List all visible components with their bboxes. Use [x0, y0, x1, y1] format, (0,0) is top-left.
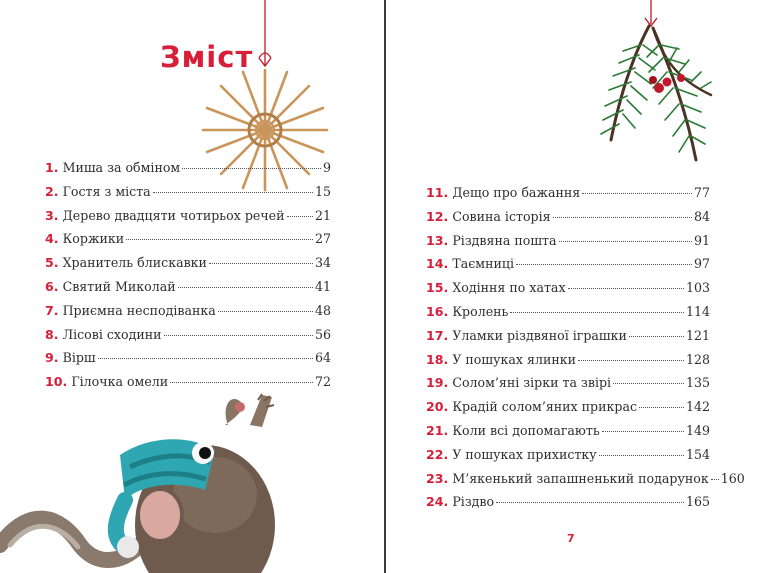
page-number: 103: [685, 280, 710, 296]
toc-entry[interactable]: [45, 184, 331, 208]
toc-entry[interactable]: [45, 327, 331, 351]
dot-leader: [711, 479, 719, 480]
chapter-number: 2.: [45, 183, 59, 199]
toc-entry[interactable]: [45, 279, 331, 303]
left-page: [0, 0, 384, 573]
page-number: 41: [314, 278, 331, 294]
chapter-title: Ходіння по хатах: [452, 280, 566, 296]
page-number: 84: [693, 208, 710, 224]
toc-entry[interactable]: [45, 303, 331, 327]
chapter-title: Совина історія: [452, 208, 551, 224]
chapter-number: 11.: [426, 185, 449, 200]
page-folio-number: 7: [567, 532, 575, 545]
chapter-title: Різдво: [452, 494, 495, 510]
toc-entry[interactable]: [426, 185, 710, 209]
mouse-in-nightcap-icon: [0, 395, 300, 573]
chapter-number: 1.: [45, 160, 59, 175]
dot-leader: [578, 360, 684, 361]
chapter-number: 16.: [426, 303, 449, 319]
toc-entry[interactable]: [426, 352, 710, 376]
dot-leader: [153, 192, 313, 193]
toc-entry[interactable]: [426, 209, 710, 233]
chapter-title: Хранитель блискавки: [62, 255, 207, 271]
table-of-contents-left: [45, 160, 331, 398]
toc-entry[interactable]: [45, 160, 331, 184]
dot-leader: [209, 263, 313, 264]
dot-leader: [553, 217, 692, 218]
chapter-title: Приємна несподіванка: [62, 302, 216, 318]
dot-leader: [126, 239, 313, 240]
chapter-number: 15.: [426, 280, 449, 296]
toc-entry[interactable]: [45, 208, 331, 232]
page-number: 9: [322, 160, 331, 175]
chapter-title: Дещо про бажання: [452, 185, 581, 200]
page-number: 77: [693, 185, 710, 200]
page-number: 72: [314, 374, 331, 390]
chapter-number: 13.: [426, 232, 449, 248]
chapter-number: 5.: [45, 255, 59, 271]
dot-leader: [178, 287, 313, 288]
page-number: 154: [685, 446, 710, 462]
dot-leader: [182, 168, 321, 169]
page-number: 21: [314, 207, 331, 223]
toc-entry[interactable]: [426, 256, 710, 280]
chapter-title: Гостя з міста: [62, 183, 151, 199]
chapter-number: 21.: [426, 422, 449, 438]
page-number: 135: [685, 375, 710, 391]
chapter-title: М’якенький запашненький подарунок: [452, 470, 709, 486]
chapter-title: Вірш: [62, 350, 96, 366]
page-number: 128: [685, 351, 710, 367]
dot-leader: [613, 383, 684, 384]
toc-entry[interactable]: [426, 375, 710, 399]
dot-leader: [496, 502, 684, 503]
chapter-title: Різдвяна пошта: [452, 232, 557, 248]
chapter-number: 6.: [45, 278, 59, 294]
chapter-number: 17.: [426, 327, 449, 343]
chapter-number: 20.: [426, 399, 449, 415]
chapter-number: 12.: [426, 208, 449, 224]
chapter-number: 18.: [426, 351, 449, 367]
page-number: 149: [685, 422, 710, 438]
chapter-number: 19.: [426, 375, 449, 391]
page-number: 114: [685, 303, 710, 319]
chapter-title: Святий Миколай: [62, 278, 176, 294]
page-number: 34: [314, 255, 331, 271]
chapter-title: У пошуках ялинки: [452, 351, 576, 367]
chapter-title: Лісові сходини: [62, 326, 162, 342]
page-number: 56: [314, 326, 331, 342]
dot-leader: [599, 455, 684, 456]
right-page: [386, 0, 771, 573]
toc-entry[interactable]: [45, 350, 331, 374]
chapter-title: Дерево двадцяти чотирьох речей: [62, 207, 285, 223]
chapter-title: Солом’яні зірки та звірі: [452, 375, 612, 391]
chapter-number: 10.: [45, 374, 68, 390]
toc-entry[interactable]: [426, 233, 710, 257]
chapter-number: 8.: [45, 326, 59, 342]
dot-leader: [516, 264, 692, 265]
page-number: 97: [693, 256, 710, 272]
dot-leader: [170, 382, 313, 383]
chapter-title: Таємниці: [452, 256, 514, 272]
chapter-number: 22.: [426, 446, 449, 462]
dot-leader: [639, 407, 684, 408]
toc-entry[interactable]: [426, 470, 745, 495]
dot-leader: [510, 312, 684, 313]
page-number: 142: [685, 399, 710, 415]
page-number: 48: [314, 302, 331, 318]
page-number: 121: [685, 327, 710, 343]
dot-leader: [287, 216, 313, 217]
page-number: 91: [693, 232, 710, 248]
chapter-number: 4.: [45, 231, 59, 247]
toc-entry[interactable]: [45, 231, 331, 255]
chapter-number: 9.: [45, 350, 59, 366]
toc-entry[interactable]: [45, 255, 331, 279]
toc-entry[interactable]: [426, 399, 710, 423]
chapter-number: 3.: [45, 207, 59, 223]
page-number: 165: [685, 494, 710, 510]
chapter-title: Коли всі допомагають: [452, 422, 600, 438]
chapter-title: Кролень: [452, 303, 509, 319]
page-number: 15: [314, 183, 331, 199]
page-number: 160: [720, 470, 745, 486]
toc-entry[interactable]: [426, 447, 710, 471]
chapter-number: 24.: [426, 494, 449, 510]
page-number: 64: [314, 350, 331, 366]
page-title: Зміст: [160, 40, 254, 74]
toc-entry[interactable]: [426, 280, 710, 304]
chapter-title: Миша за обміном: [62, 160, 181, 175]
toc-entry[interactable]: [426, 423, 710, 447]
chapter-number: 14.: [426, 256, 449, 272]
chapter-title: Крадій солом’яних прикрас: [452, 399, 638, 415]
dot-leader: [559, 241, 692, 242]
fir-branch-with-berries-icon: [601, 0, 731, 170]
chapter-title: Коржики: [62, 231, 125, 247]
chapter-title: Гілочка омели: [71, 374, 169, 390]
toc-entry[interactable]: [426, 304, 710, 328]
chapter-title: У пошуках прихистку: [452, 446, 597, 462]
chapter-number: 23.: [426, 470, 449, 486]
table-of-contents-right: [426, 185, 745, 518]
dot-leader: [582, 193, 692, 194]
dot-leader: [568, 288, 684, 289]
page-number: 27: [314, 231, 331, 247]
chapter-number: 7.: [45, 302, 59, 318]
dot-leader: [602, 431, 684, 432]
chapter-title: Уламки різдвяної іграшки: [452, 327, 627, 343]
toc-entry[interactable]: [426, 328, 710, 352]
dot-leader: [218, 311, 313, 312]
dot-leader: [629, 336, 684, 337]
dot-leader: [98, 358, 313, 359]
dot-leader: [164, 335, 313, 336]
toc-entry[interactable]: [426, 494, 710, 518]
